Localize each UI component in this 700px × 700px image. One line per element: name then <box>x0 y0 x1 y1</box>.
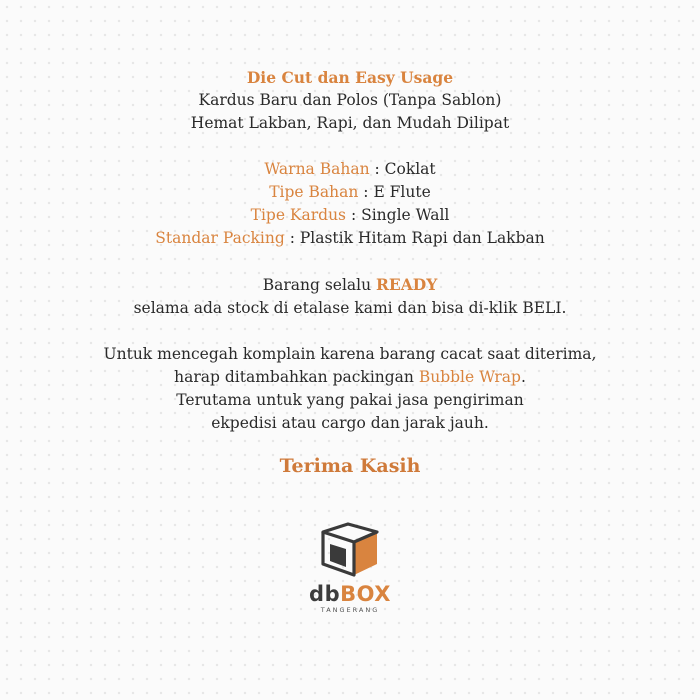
spacer <box>0 250 700 273</box>
spec-value: Single Wall <box>361 206 450 224</box>
notice-line-3: Terutama untuk yang pakai jasa pengiriman <box>176 391 524 409</box>
spacer <box>0 135 700 158</box>
intro-line-2: Hemat Lakban, Rapi, dan Mudah Dilipat <box>190 114 510 132</box>
heading: Die Cut dan Easy Usage <box>246 68 454 87</box>
spec-separator: : <box>346 206 362 224</box>
ready-highlight: READY <box>376 275 438 294</box>
brand-logo <box>0 522 700 614</box>
spec-row <box>0 227 700 250</box>
logo-main: BOX <box>340 582 391 606</box>
notice-suffix: . <box>520 368 526 386</box>
spec-row <box>0 204 700 227</box>
notice-line-1: Untuk mencegah komplain karena barang cacat saat diterima, <box>103 345 597 363</box>
ready-line-2: selama ada stock di etalase kami dan bisa di-klik BELI. <box>133 299 567 317</box>
spacer <box>0 320 700 343</box>
spec-row <box>0 158 700 181</box>
logo-subtitle: TANGERANG <box>320 606 380 614</box>
logo-wordmark <box>0 582 700 606</box>
notice-line-2 <box>0 366 700 389</box>
spec-value: Plastik Hitam Rapi dan Lakban <box>299 229 545 247</box>
spec-row <box>0 181 700 204</box>
spec-label: Tipe Kardus <box>250 206 347 224</box>
ready-line <box>0 273 700 297</box>
logo-prefix: db <box>309 582 341 606</box>
spec-value: Coklat <box>384 160 436 178</box>
intro-line-1: Kardus Baru dan Polos (Tanpa Sablon) <box>198 91 502 109</box>
ready-prefix: Barang selalu <box>262 276 377 294</box>
spec-separator: : <box>369 160 385 178</box>
thanks-text: Terima Kasih <box>279 455 421 477</box>
spec-separator: : <box>284 229 300 247</box>
spec-label: Standar Packing <box>155 229 285 247</box>
spec-label: Tipe Bahan <box>269 183 359 201</box>
notice-line-4: ekpedisi atau cargo dan jarak jauh. <box>211 414 489 432</box>
spec-label: Warna Bahan <box>264 160 370 178</box>
spec-separator: : <box>358 183 374 201</box>
bubble-wrap-highlight: Bubble Wrap <box>418 368 521 386</box>
notice-prefix: harap ditambahkan packingan <box>174 368 419 386</box>
product-description <box>0 66 700 479</box>
spec-value: E Flute <box>373 183 431 201</box>
box-icon <box>317 522 383 580</box>
